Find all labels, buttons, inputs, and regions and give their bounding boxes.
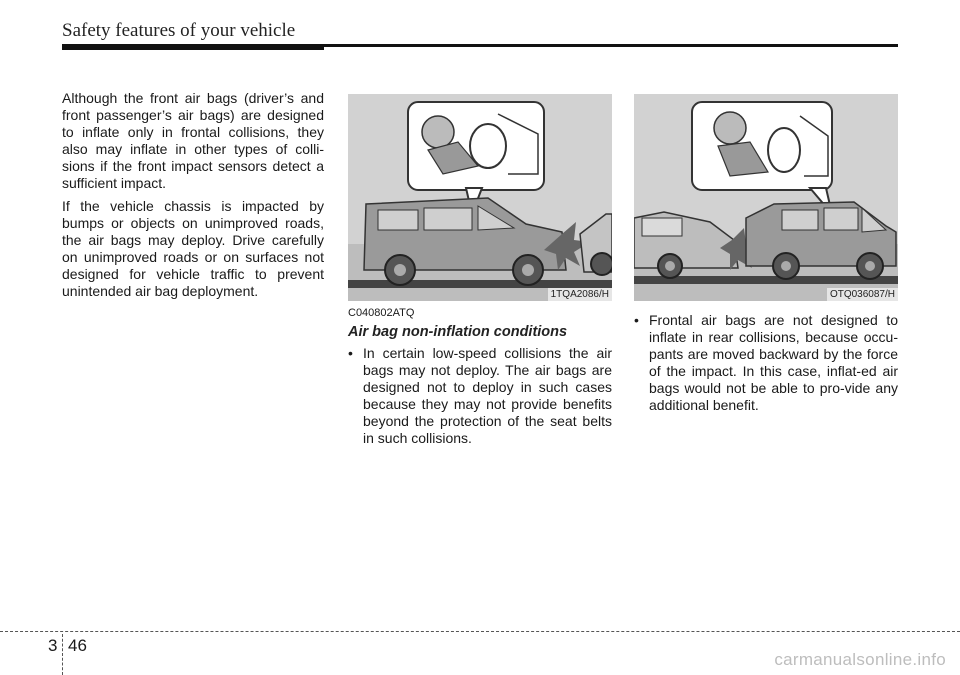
bullet-item <box>634 312 898 414</box>
left-paragraph-1: Although the front air bags (driver’s and front passenger’s air bags) are designed to inflate only in frontal collisions, they also may inflate in other types of colli-sions if the front impact sensors detect a sufficient impact. <box>62 90 324 191</box>
rear-collision-illustration <box>634 94 898 301</box>
footer-vertical-divider <box>62 634 63 675</box>
figure-code-1: 1TQA2086/H <box>548 288 612 301</box>
front-collision-illustration <box>348 94 612 301</box>
section-code: C040802ATQ <box>348 307 415 319</box>
bullet-dot: • <box>348 345 353 361</box>
right-column <box>634 312 898 414</box>
figure-front-collision <box>348 94 612 301</box>
left-column <box>62 90 324 306</box>
watermark-text: carmanualsonline.info <box>774 650 946 669</box>
chapter-number: 3 <box>48 636 58 655</box>
header-rule <box>62 44 898 47</box>
left-paragraph-2: If the vehicle chassis is impacted by bumps or objects on unimproved roads, the air bags may deploy. Drive carefully on unimproved roads or on surfaces not designed for vehicle traffic to prevent unintended air bag deployment. <box>62 198 324 299</box>
header-rule-thick <box>62 44 324 50</box>
bullet-item <box>348 345 612 447</box>
bullet-text: In certain low-speed collisions the air bags may not deploy. The air bags are designed not to deploy in such cases because they may not provide benefits beyond the protection of the seat belts in such collisions. <box>363 345 612 446</box>
page-number: 46 <box>68 636 87 655</box>
footer-divider <box>0 631 960 632</box>
middle-column <box>348 306 612 447</box>
bullet-dot: • <box>634 312 639 328</box>
figure-code-2: OTQ036087/H <box>827 288 898 301</box>
page-header-title: Safety features of your vehicle <box>62 20 296 41</box>
bullet-text: Frontal air bags are not designed to inflate in rear collisions, because occu-pants are moved backward by the force of the impact. In this case, inflat-ed air bags would not be able to pro-vide any additional benefit. <box>649 312 898 413</box>
section-heading: Air bag non-inflation conditions <box>348 324 568 340</box>
figure-rear-collision <box>634 94 898 301</box>
